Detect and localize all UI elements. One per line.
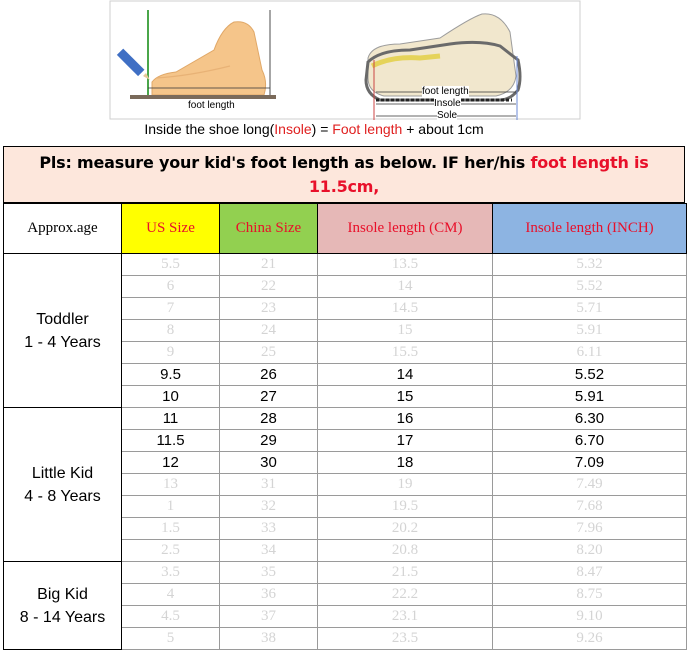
cell-china: 31 <box>220 474 318 496</box>
cell-cm: 20.2 <box>318 518 493 540</box>
banner-line-1 <box>4 151 684 199</box>
cell-inch: 6.11 <box>493 342 687 364</box>
cell-china: 36 <box>220 584 318 606</box>
table-row <box>4 254 687 276</box>
cell-china: 21 <box>220 254 318 276</box>
cell-china: 28 <box>220 408 318 430</box>
cell-inch: 6.70 <box>493 430 687 452</box>
cell-cm: 13.5 <box>318 254 493 276</box>
pencil-icon <box>117 49 150 80</box>
cell-inch: 5.71 <box>493 298 687 320</box>
table-row <box>4 562 687 584</box>
caption-insole: Insole <box>274 121 312 137</box>
measure-instruction-banner <box>3 146 685 203</box>
cell-inch: 7.49 <box>493 474 687 496</box>
cell-cm: 17 <box>318 430 493 452</box>
age-group-range: 8 - 14 Years <box>19 608 106 626</box>
cell-cm: 23.5 <box>318 628 493 650</box>
age-group-toddler <box>4 254 122 408</box>
cell-us: 10 <box>122 386 220 408</box>
cell-china: 27 <box>220 386 318 408</box>
cell-cm: 16 <box>318 408 493 430</box>
cell-inch: 9.10 <box>493 606 687 628</box>
cell-inch: 7.68 <box>493 496 687 518</box>
cell-cm: 19 <box>318 474 493 496</box>
cell-inch: 5.91 <box>493 386 687 408</box>
cell-inch: 9.26 <box>493 628 687 650</box>
cell-cm: 20.8 <box>318 540 493 562</box>
foot-length-label-right: foot length <box>422 86 469 97</box>
cell-china: 33 <box>220 518 318 540</box>
cell-us: 2.5 <box>122 540 220 562</box>
cell-china: 26 <box>220 364 318 386</box>
cell-cm: 15.5 <box>318 342 493 364</box>
size-chart-table <box>3 203 687 650</box>
cell-us: 4 <box>122 584 220 606</box>
age-group-range: 4 - 8 Years <box>24 487 101 505</box>
cell-china: 22 <box>220 276 318 298</box>
cell-china: 38 <box>220 628 318 650</box>
cell-cm: 14.5 <box>318 298 493 320</box>
cell-china: 23 <box>220 298 318 320</box>
insole-label: Insole <box>434 98 461 109</box>
cell-china: 29 <box>220 430 318 452</box>
caption-mid: ) = <box>311 121 333 137</box>
cell-us: 7 <box>122 298 220 320</box>
cell-china: 37 <box>220 606 318 628</box>
insole-formula-caption <box>0 121 628 137</box>
cell-inch: 6.30 <box>493 408 687 430</box>
cell-china: 25 <box>220 342 318 364</box>
table-row <box>4 408 687 430</box>
measurement-illustration <box>0 0 690 146</box>
cell-us: 6 <box>122 276 220 298</box>
cell-china: 24 <box>220 320 318 342</box>
cell-us: 8 <box>122 320 220 342</box>
cell-cm: 15 <box>318 386 493 408</box>
cell-china: 34 <box>220 540 318 562</box>
cell-inch: 8.20 <box>493 540 687 562</box>
cell-us: 4.5 <box>122 606 220 628</box>
cell-cm: 23.1 <box>318 606 493 628</box>
table-body <box>4 254 687 650</box>
cell-us: 3.5 <box>122 562 220 584</box>
cell-inch: 5.52 <box>493 276 687 298</box>
cell-us: 13 <box>122 474 220 496</box>
cell-inch: 7.09 <box>493 452 687 474</box>
cell-cm: 14 <box>318 276 493 298</box>
age-group-name: Toddler <box>36 310 89 328</box>
header-china-size: China Size <box>220 204 318 254</box>
header-us-size: US Size <box>122 204 220 254</box>
cell-inch: 5.52 <box>493 364 687 386</box>
banner-line-1-text: Pls: measure your kid's foot length as below. IF her/his <box>39 153 531 172</box>
age-group-range: 1 - 4 Years <box>24 333 101 351</box>
cell-us: 5.5 <box>122 254 220 276</box>
cell-china: 30 <box>220 452 318 474</box>
header-approx-age: Approx.age <box>4 204 122 254</box>
table-header-row <box>4 204 687 254</box>
cell-china: 35 <box>220 562 318 584</box>
cell-us: 9.5 <box>122 364 220 386</box>
cell-inch: 8.75 <box>493 584 687 606</box>
cell-cm: 21.5 <box>318 562 493 584</box>
cell-us: 9 <box>122 342 220 364</box>
header-insole-inch: Insole length (INCH) <box>493 204 687 254</box>
cell-us: 1.5 <box>122 518 220 540</box>
cell-cm: 22.2 <box>318 584 493 606</box>
cell-us: 11 <box>122 408 220 430</box>
sole-label: Sole <box>437 110 458 121</box>
cell-us: 1 <box>122 496 220 518</box>
cell-inch: 8.47 <box>493 562 687 584</box>
cell-us: 12 <box>122 452 220 474</box>
cell-cm: 14 <box>318 364 493 386</box>
banner-line-1-highlight: foot length is 11.5cm, <box>308 153 649 196</box>
foot-length-label-left: foot length <box>188 100 235 111</box>
cell-inch: 7.96 <box>493 518 687 540</box>
cell-inch: 5.32 <box>493 254 687 276</box>
cell-cm: 15 <box>318 320 493 342</box>
header-insole-cm: Insole length (CM) <box>318 204 493 254</box>
cell-inch: 5.91 <box>493 320 687 342</box>
age-group-little-kid <box>4 408 122 562</box>
age-group-name: Little Kid <box>31 464 94 482</box>
age-group-name: Big Kid <box>37 585 88 603</box>
caption-prefix: Inside the shoe long( <box>144 121 275 137</box>
cell-cm: 19.5 <box>318 496 493 518</box>
cell-china: 32 <box>220 496 318 518</box>
cell-us: 11.5 <box>122 430 220 452</box>
cell-cm: 18 <box>318 452 493 474</box>
cell-us: 5 <box>122 628 220 650</box>
caption-foot-length: Foot length <box>332 121 403 137</box>
caption-suffix: + about 1cm <box>402 121 484 137</box>
age-group-big-kid <box>4 562 122 650</box>
